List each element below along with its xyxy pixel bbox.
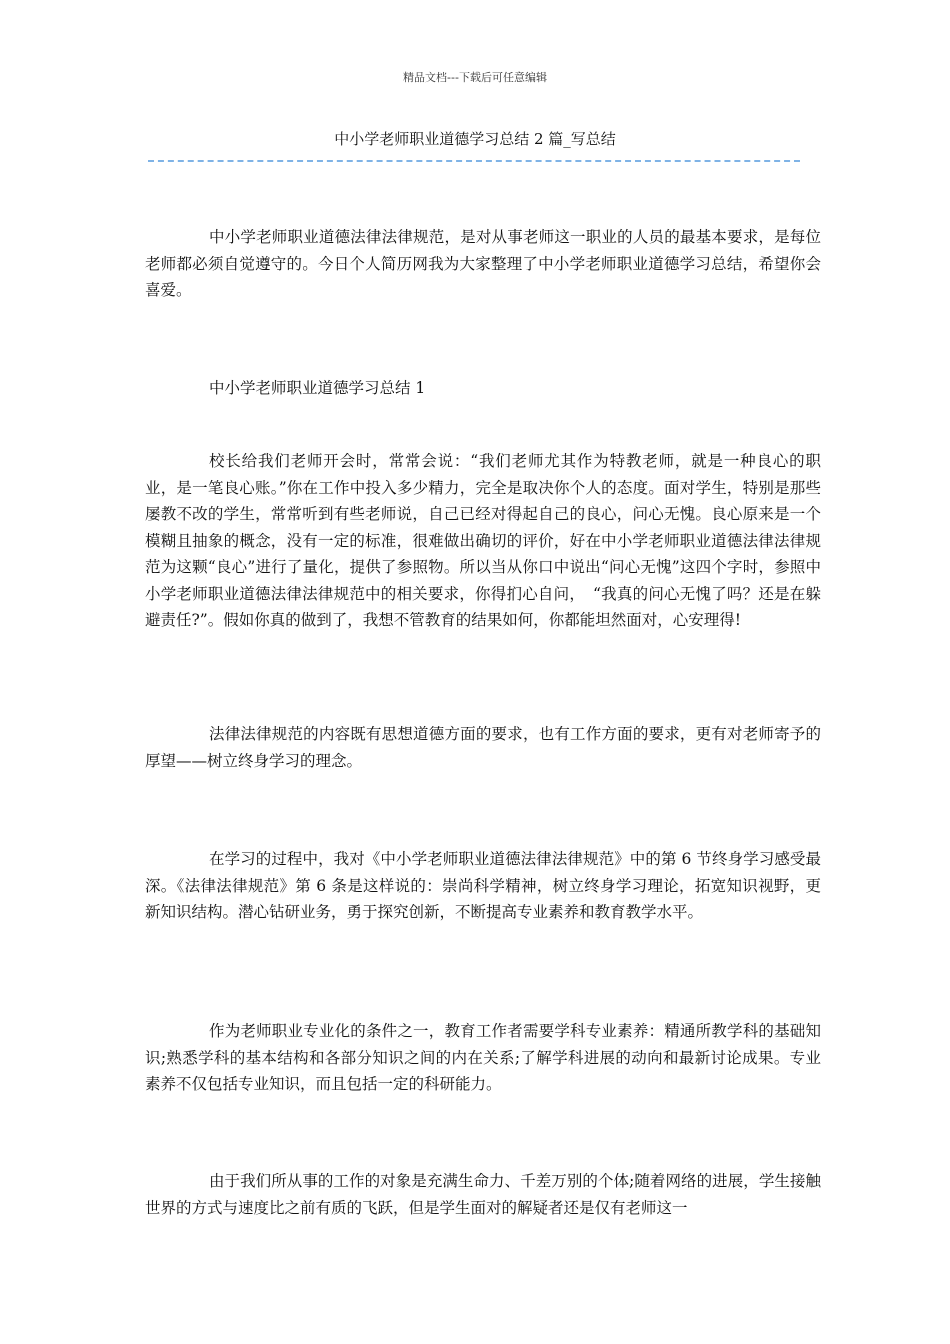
- intro-paragraph: 中小学老师职业道德法律法律规范，是对从事老师这一职业的人员的最基本要求，是每位老师都必须自觉遵守的。今日个人简历网我为大家整理了中小学老师职业道德学习总结，希望你会喜爱。: [145, 228, 821, 299]
- body-paragraph-4: 作为老师职业专业化的条件之一，教育工作者需要学科专业素养：精通所教学科的基础知识;熟悉学科的基本结构和各部分知识之间的内在关系;了解学科进展的动向和最新讨论成果。专业素养不仅包括专业知识，而且包括一定的科研能力。: [145, 1022, 821, 1093]
- body-paragraph-3: 在学习的过程中，我对《中小学老师职业道德法律法律规范》中的第 6 节终身学习感受最深。《法律法律规范》第 6 条是这样说的：崇尚科学精神，树立终身学习理论，拓宽知识视野，更新知识结构。潜心钻研业务，勇于探究创新，不断提高专业素养和教育教学水平。: [145, 850, 821, 921]
- header-note: 精品文档---下载后可任意编辑: [403, 71, 547, 84]
- title-divider: [148, 160, 800, 162]
- document-title: 中小学老师职业道德学习总结 2 篇_写总结: [334, 130, 616, 148]
- section-subtitle: 中小学老师职业道德学习总结 1: [209, 379, 426, 397]
- body-paragraph-1: 校长给我们老师开会时，常常会说：“我们老师尤其作为特教老师，就是一种良心的职业，是一笔良心账。”你在工作中投入多少精力，完全是取决你个人的态度。面对学生，特别是那些屡教不改的学生，常常听到有些老师说，自己已经对得起自己的良心，问心无愧。良心原来是一个模糊且抽象的概念，没有一定的标准，很难做出确切的评价，好在中小学老师职业道德法律法律规范为这颗“良心”进行了量化，提供了参照物。所以当从你口中说出“问心无愧”这四个字时，参照中小学老师职业道德法律法律规范中的相关要求，你得扪心自问， “我真的问心无愧了吗？还是在躲避责任?”。假如你真的做到了，我想不管教育的结果如何，你都能坦然面对，心安理得!: [145, 452, 821, 629]
- body-paragraph-5: 由于我们所从事的工作的对象是充满生命力、千差万别的个体;随着网络的进展，学生接触世界的方式与速度比之前有质的飞跃，但是学生面对的解疑者还是仅有老师这一: [145, 1172, 821, 1217]
- body-paragraph-2: 法律法律规范的内容既有思想道德方面的要求，也有工作方面的要求，更有对老师寄予的厚望——树立终身学习的理念。: [145, 725, 821, 770]
